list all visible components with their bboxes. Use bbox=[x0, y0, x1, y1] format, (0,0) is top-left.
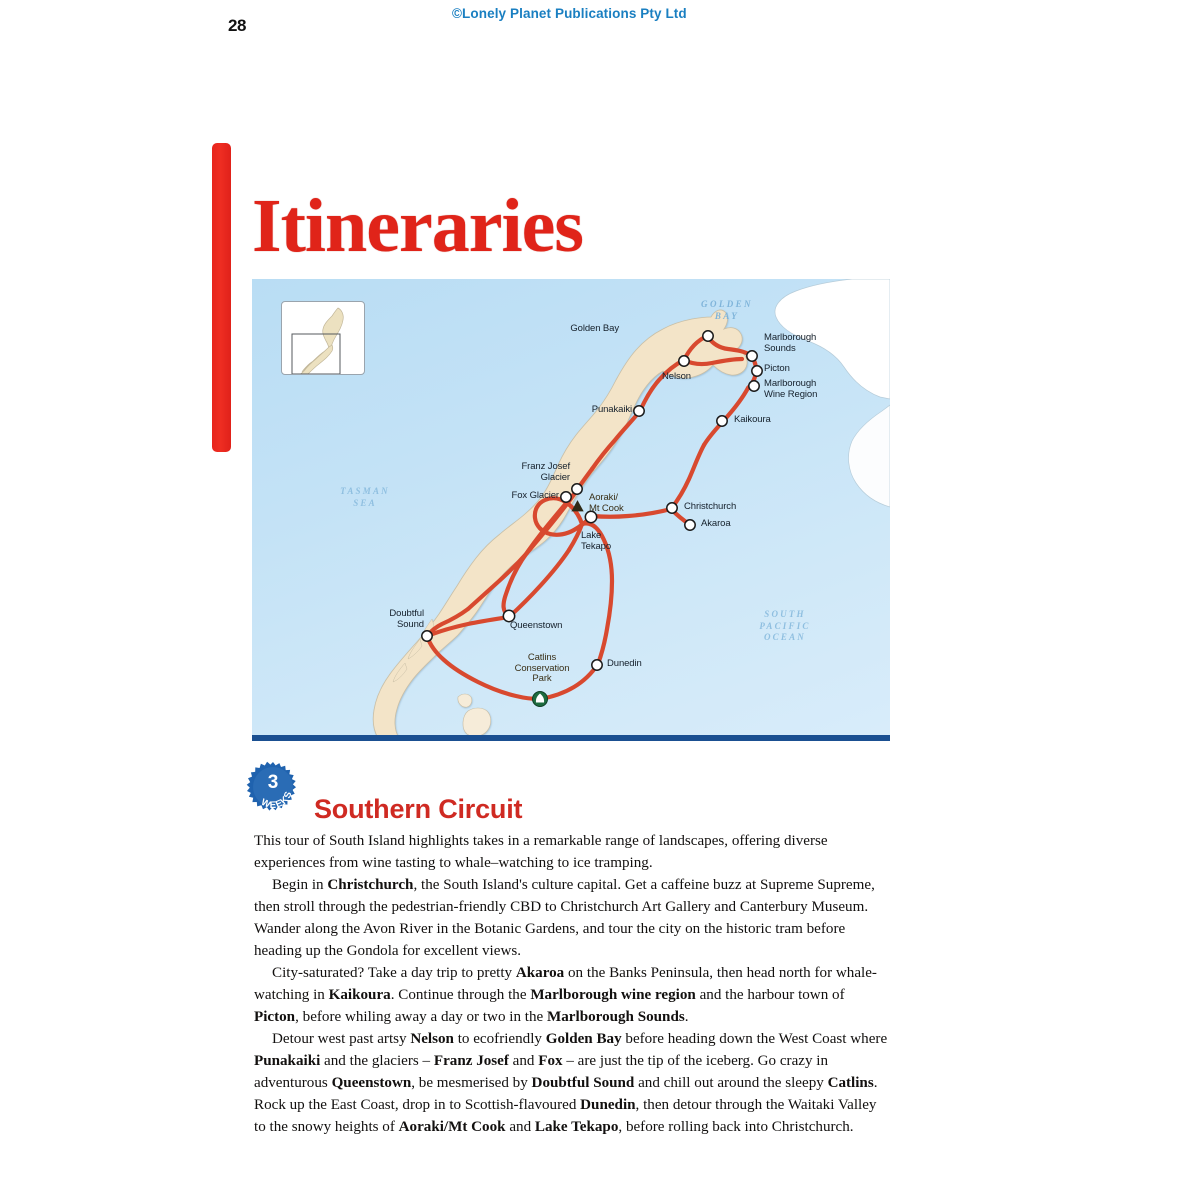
marker-catlins-park bbox=[533, 692, 548, 707]
place-label-aoraki-mt-cook: Aoraki/ Mt Cook bbox=[589, 492, 624, 514]
body-paragraph: City-saturated? Take a day trip to pretty Akaroa on the Banks Peninsula, then head north for whale-watching in Kaikoura. Continue through the Marlborough wine region and the harbour town of Picton, before whiling away a day or two in the Marlborough Sounds. bbox=[254, 965, 877, 1026]
itinerary-description bbox=[254, 830, 890, 1138]
duration-badge bbox=[245, 761, 301, 817]
bay-label-golden-bay: GOLDEN BAY bbox=[701, 299, 753, 321]
place-label-punakaiki: Punakaiki bbox=[591, 404, 632, 415]
page-title: Itineraries bbox=[252, 183, 583, 268]
marker-aoraki-mt-cook bbox=[572, 501, 583, 511]
body-paragraph: This tour of South Island highlights takes in a remarkable range of landscapes, offering diverse experiences from wine tasting to whale–watching to ice tramping. bbox=[254, 833, 828, 872]
place-label-golden-bay: Golden Bay bbox=[570, 323, 619, 334]
place-label-marlborough-wine: Marlborough Wine Region bbox=[764, 378, 818, 400]
place-label-catlins-park: Catlins Conservation Park bbox=[514, 652, 570, 685]
place-label-dunedin: Dunedin bbox=[607, 658, 642, 669]
itinerary-map[interactable] bbox=[252, 279, 890, 741]
marker-marlborough-wine bbox=[749, 381, 759, 391]
marker-marlborough-sounds bbox=[747, 351, 757, 361]
place-label-picton: Picton bbox=[764, 363, 790, 374]
place-label-christchurch: Christchurch bbox=[684, 501, 737, 512]
marker-punakaiki bbox=[634, 406, 644, 416]
page-number: 28 bbox=[228, 16, 246, 35]
marker-kaikoura bbox=[717, 416, 727, 426]
copyright-notice: ©Lonely Planet Publications Pty Ltd bbox=[452, 6, 687, 21]
body-paragraph: Begin in Christchurch, the South Island's culture capital. Get a caffeine buzz at Supreme Supreme, then stroll through the pedestrian-friendly CBD to Christchurch Art Gallery and Canterbury Museum. Wander along the Avon River in the Botanic Gardens, and tour the city on the historic tram before heading up the Gondola for excellent views. bbox=[254, 877, 875, 960]
place-label-lake-tekapo: Lake Tekapo bbox=[581, 530, 612, 552]
marker-nelson bbox=[679, 356, 689, 366]
section-title: Southern Circuit bbox=[314, 794, 523, 825]
place-label-marlborough-sounds: Marlborough Sounds bbox=[764, 332, 817, 354]
marker-akaroa bbox=[685, 520, 695, 530]
place-label-queenstown: Queenstown bbox=[510, 620, 563, 631]
place-label-akaroa: Akaroa bbox=[701, 518, 731, 529]
marker-picton bbox=[752, 366, 762, 376]
marker-christchurch bbox=[667, 503, 677, 513]
place-label-fox-glacier: Fox Glacier bbox=[511, 490, 559, 501]
marker-doubtful-sound bbox=[422, 631, 432, 641]
body-paragraph: Detour west past artsy Nelson to ecofriendly Golden Bay before heading down the West Coast where Punakaiki and the glaciers – Franz Josef and Fox – are just the tip of the iceberg. Go crazy in adventurous Queenstown, be mesmerised by Doubtful Sound and chill out around the sleepy Catlins. Rock up the East Coast, drop in to Scottish-flavoured Dunedin, then detour through the Waitaki Valley to the snowy heights of Aoraki/Mt Cook and Lake Tekapo, before rolling back into Christchurch. bbox=[254, 1031, 888, 1136]
chapter-tab-accent bbox=[212, 143, 231, 452]
place-label-kaikoura: Kaikoura bbox=[734, 414, 771, 425]
place-label-nelson: Nelson bbox=[662, 371, 691, 382]
sea-label-tasman: TASMAN SEA bbox=[340, 486, 390, 508]
marker-golden-bay bbox=[703, 331, 713, 341]
place-label-franz-josef: Franz Josef Glacier bbox=[521, 461, 570, 483]
badge-number: 3 bbox=[267, 772, 279, 793]
place-label-doubtful-sound: Doubtful Sound bbox=[389, 608, 424, 630]
marker-fox-glacier bbox=[561, 492, 571, 502]
badge-unit: WEEKS bbox=[259, 789, 295, 811]
sea-label-south-pacific: SOUTH PACIFIC OCEAN bbox=[759, 609, 811, 643]
marker-franz-josef bbox=[572, 484, 582, 494]
